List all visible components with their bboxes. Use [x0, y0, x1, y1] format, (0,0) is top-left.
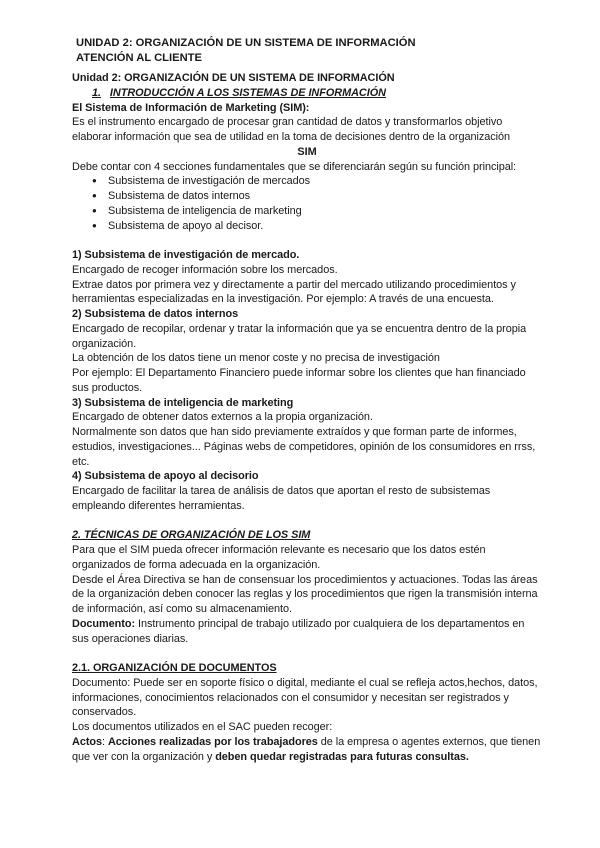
unit-heading: Unidad 2: ORGANIZACIÓN DE UN SISTEMA DE INFORMACIÓN [72, 72, 395, 84]
document-label: Documento: [72, 617, 136, 630]
subsystem-3-title: 3) Subsistema de inteligencia de marketing [72, 396, 294, 409]
sim-label: SIM [297, 145, 317, 158]
subsystem-1-title: 1) Subsistema de investigación de mercado. [72, 249, 300, 261]
header-line-1: UNIDAD 2: ORGANIZACIÓN DE UN SISTEMA DE INFORMACIÓN [76, 37, 416, 49]
list-item: ● Subsistema de datos internos [92, 189, 542, 204]
subsystem-4-text-1: Encargado de facilitar la tarea de análisis de datos que aportan el resto de subsistemas empleando diferentes herramientas. [72, 485, 491, 512]
actos-colon: : [102, 735, 108, 748]
subsystem-2-text-3: Por ejemplo: El Departamento Financiero puede informar sobre los clientes que han financiado sus productos. [72, 367, 526, 394]
actos-label: Actos [72, 735, 103, 748]
spacer [72, 233, 542, 248]
list-item: ● Subsistema de apoyo al decisor. [92, 219, 542, 234]
document-body [72, 71, 542, 764]
subsystem-3-text-1: Encargado de obtener datos externos a la propia organización. [72, 411, 373, 424]
actos-bold-2: deben quedar registradas para futuras consultas. [215, 750, 469, 763]
spacer [72, 514, 542, 529]
subsystem-2-text-1: Encargado de recopilar, ordenar y tratar la información que ya se encuentra dentro de la propia organización. [72, 322, 527, 350]
subsystem-1-text-2: Extrae datos por primera vez y directamente a partir del mercado utilizando procedimientos y herramientas especializadas en la investigación. Por ejemplo: A través de una encuesta. [72, 278, 516, 306]
list-item: ● Subsistema de inteligencia de marketing [92, 204, 542, 219]
sim-intro: Debe contar con 4 secciones fundamentales que se diferenciarán según su función principal: [72, 160, 517, 173]
sim-heading: El Sistema de Información de Marketing (SIM): [72, 101, 310, 114]
actos-paragraph [72, 735, 542, 765]
section-2-text-2: Desde el Área Directiva se han de consensuar los procedimientos y actuaciones. Todas las áreas de la organización deben conocer las reglas y los procedimientos que rigen la transmisión interna de información, así como su almacenamiento. [72, 573, 538, 615]
section-2-1-text-2: Los documentos utilizados en el SAC pueden recoger: [72, 721, 333, 733]
section-1-number: 1. [92, 86, 101, 99]
spacer [72, 646, 542, 661]
section-1-heading [72, 86, 542, 101]
document-definition [72, 617, 542, 647]
actos-mid: de la empresa o agentes externos, que tienen que ver con la organización y [72, 735, 541, 763]
subsystem-3-text-2: Normalmente son datos que han sido previamente extraídos y que forman parte de informes, estudios, investigaciones... Páginas webs de competidores, opinión de los consumidores en rrss, etc. [72, 426, 536, 468]
section-2-title: 2. TÉCNICAS DE ORGANIZACIÓN DE LOS SIM [72, 529, 311, 542]
actos-bold-1: Acciones realizadas por los trabajadores [107, 735, 318, 748]
document-header [76, 36, 416, 66]
section-2-text-1: Para que el SIM pueda ofrecer información relevante es necesario que los datos estén organizados de forma adecuada en la organización. [72, 544, 486, 571]
header-line-2: ATENCIÓN AL CLIENTE [76, 52, 202, 64]
subsystem-2-text-2: La obtención de los datos tiene un menor coste y no precisa de investigación [72, 352, 440, 365]
subsystem-list [72, 174, 542, 233]
subsystem-4-title: 4) Subsistema de apoyo al decisorio [72, 470, 259, 483]
section-2-1-text-1: Documento: Puede ser en soporte físico o digital, mediante el cual se refleja actos,hechos, datos, informaciones, conocimientos relacionados con el consumidor y necesitan ser registrados y conservados. [72, 676, 538, 719]
sim-definition: Es el instrumento encargado de procesar gran cantidad de datos y transformarlos objetivo elaborar información que sea de utilidad en la toma de decisiones dentro de la organización [72, 116, 511, 143]
section-1-title: INTRODUCCIÓN A LOS SISTEMAS DE INFORMACIÓN [109, 86, 386, 99]
section-2-1-title: 2.1. ORGANIZACIÓN DE DOCUMENTOS [72, 662, 277, 674]
subsystem-2-title: 2) Subsistema de datos internos [72, 308, 239, 320]
subsystem-1-text-1: Encargado de recoger información sobre los mercados. [72, 263, 338, 276]
list-item: ● Subsistema de investigación de mercados [92, 174, 542, 189]
document-text: Instrumento principal de trabajo utilizado por cualquiera de los departamentos en sus operaciones diarias. [72, 617, 525, 645]
